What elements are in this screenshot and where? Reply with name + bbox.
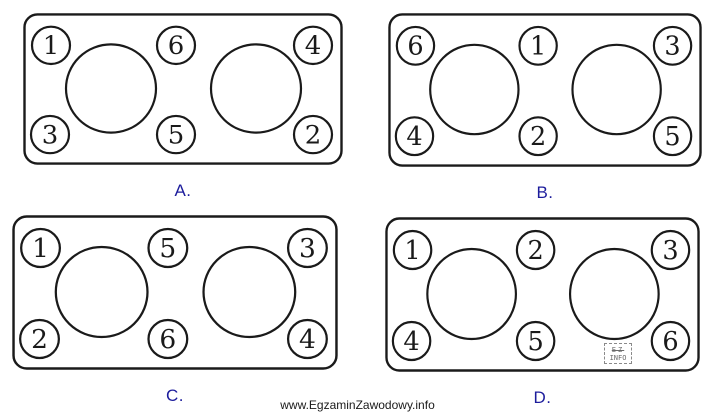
bolt: [157, 116, 195, 153]
bolt: [288, 320, 327, 358]
diagram-label: C.: [166, 386, 184, 405]
bolt-number: 5: [527, 326, 544, 358]
cylinder-bore-right: [204, 247, 296, 337]
bolt: [149, 320, 188, 358]
cylinder-bore-left: [66, 44, 156, 132]
head-gasket-diagram: [388, 13, 702, 203]
bolt-number: 4: [304, 31, 322, 62]
bolt-number: 1: [32, 234, 49, 264]
cylinder-bore-right: [570, 249, 659, 339]
bolt: [288, 229, 327, 267]
footer-watermark-url: www.EgzaminZawodowy.info: [280, 398, 435, 412]
bolt: [397, 27, 434, 65]
bolt-number: 6: [407, 31, 424, 62]
cylinder-bore-right: [572, 45, 660, 134]
bolt-number: 3: [664, 31, 681, 62]
bolt-number: 6: [159, 325, 177, 355]
ez-info-watermark-line2: INFO: [609, 354, 627, 362]
head-gasket-diagram: [23, 13, 343, 201]
bolt-number: 1: [42, 31, 60, 62]
bolt: [654, 27, 691, 65]
bolt: [652, 231, 689, 269]
bolt: [21, 229, 60, 267]
head-gasket-diagram: [385, 217, 700, 408]
bolt-number: 6: [167, 31, 185, 62]
bolt: [20, 320, 59, 358]
bolt-number: 1: [404, 235, 421, 267]
bolt-number: 4: [299, 325, 316, 355]
bolt: [393, 322, 430, 360]
bolt-number: 2: [527, 235, 544, 267]
cylinder-bore-left: [427, 249, 516, 339]
cylinder-bore-right: [211, 44, 301, 132]
bolt-number: 5: [664, 121, 681, 153]
bolt-number: 4: [403, 326, 420, 358]
ez-info-watermark: [604, 343, 632, 364]
bolt: [31, 116, 69, 153]
bolt: [294, 116, 332, 153]
bolt-number: 1: [530, 31, 547, 62]
ez-info-watermark-line1: EZ: [611, 346, 625, 354]
bolt: [652, 322, 689, 360]
bolt-number: 2: [31, 325, 48, 355]
bolt: [517, 322, 554, 360]
bolt-number: 3: [41, 120, 59, 151]
head-gasket-drawing: [12, 215, 338, 370]
head-gasket-drawing: [388, 13, 702, 167]
head-gasket-diagram: [12, 215, 338, 406]
bolt: [654, 117, 691, 155]
bolt: [396, 117, 433, 155]
bolt-number: 5: [167, 120, 185, 151]
bolt: [294, 27, 332, 64]
bolt-number: 3: [299, 234, 316, 264]
bolt: [519, 27, 556, 65]
bolt: [149, 229, 188, 267]
cylinder-bore-left: [56, 247, 148, 337]
head-gasket-drawing: [385, 217, 700, 372]
diagram-label: A.: [174, 181, 192, 200]
bolt: [517, 231, 554, 269]
bolt: [157, 27, 195, 64]
diagram-label: D.: [533, 388, 552, 407]
bolt: [394, 231, 431, 269]
bolt-number: 3: [662, 235, 679, 267]
cylinder-bore-left: [430, 45, 518, 134]
bolt-number: 2: [530, 121, 547, 153]
bolt-number: 4: [406, 121, 423, 153]
bolt: [519, 117, 556, 155]
head-gasket-drawing: [23, 13, 343, 165]
bolt-number: 5: [159, 234, 177, 264]
diagram-label: B.: [536, 183, 554, 202]
bolt: [32, 27, 70, 64]
bolt-number: 2: [304, 120, 322, 151]
bolt-number: 6: [662, 326, 679, 358]
